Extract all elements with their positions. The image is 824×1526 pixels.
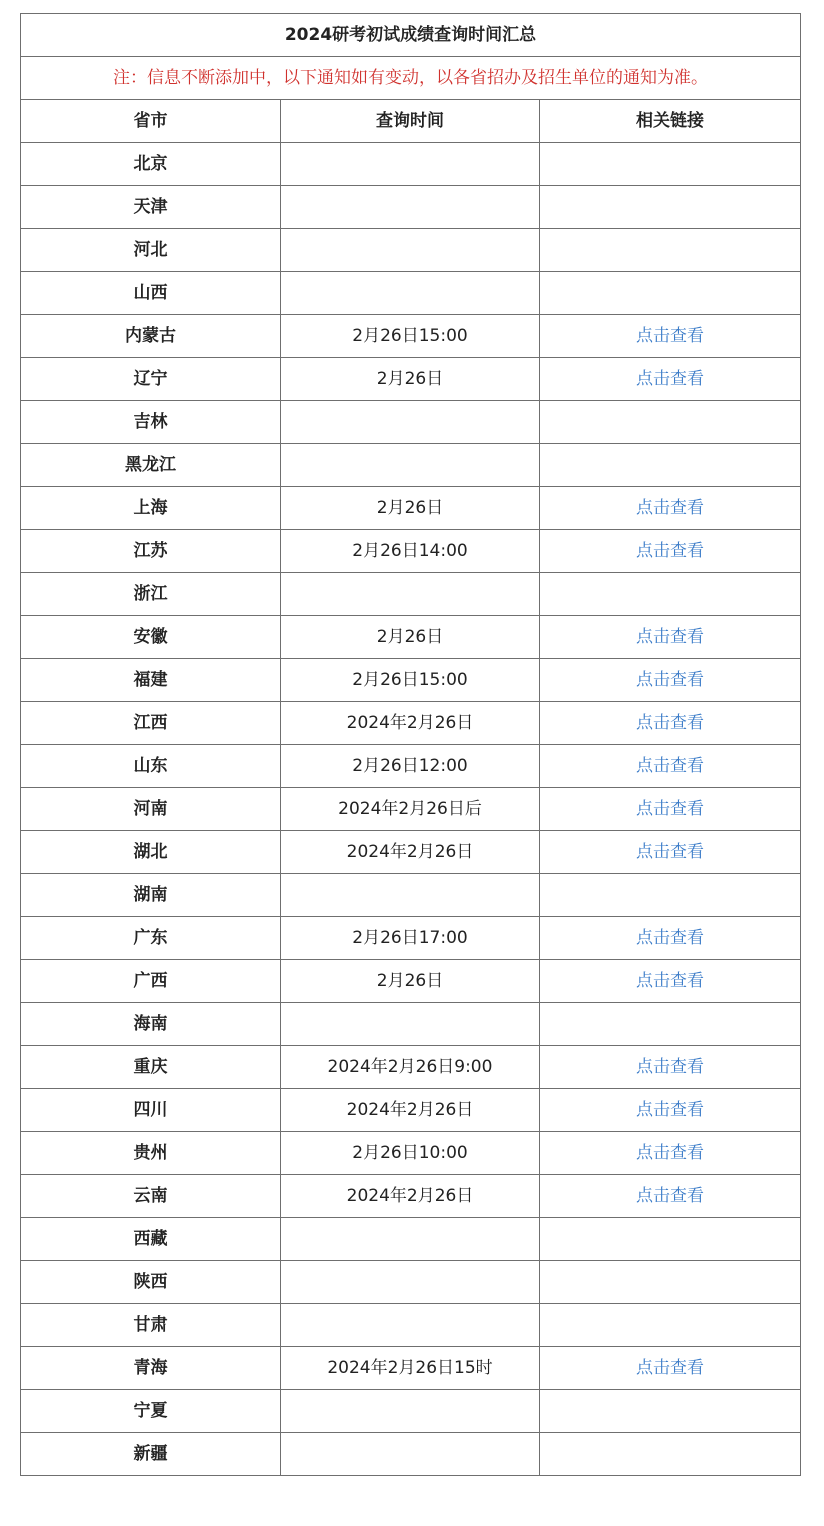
query-time-cell: 2024年2月26日后 — [281, 788, 540, 831]
query-time-cell — [281, 1218, 540, 1261]
query-time-cell — [281, 1390, 540, 1433]
link-cell — [540, 186, 801, 229]
table-row — [21, 917, 801, 960]
province-cell: 新疆 — [21, 1433, 281, 1476]
link-cell — [540, 272, 801, 315]
link-cell — [540, 1175, 801, 1218]
query-time-cell: 2024年2月26日 — [281, 831, 540, 874]
table-row — [21, 1304, 801, 1347]
table-body — [21, 143, 801, 1476]
table-row — [21, 1218, 801, 1261]
query-time-cell: 2024年2月26日 — [281, 702, 540, 745]
link-cell — [540, 1003, 801, 1046]
query-time-cell: 2月26日 — [281, 358, 540, 401]
province-cell: 安徽 — [21, 616, 281, 659]
province-cell: 江苏 — [21, 530, 281, 573]
view-details-link[interactable]: 点击查看 — [636, 369, 704, 389]
table-row — [21, 960, 801, 1003]
view-details-link[interactable]: 点击查看 — [636, 1100, 704, 1120]
query-time-cell — [281, 143, 540, 186]
query-time-cell: 2024年2月26日 — [281, 1175, 540, 1218]
link-cell — [540, 788, 801, 831]
header-related-link: 相关链接 — [540, 100, 801, 143]
province-cell: 重庆 — [21, 1046, 281, 1089]
link-cell — [540, 960, 801, 1003]
link-cell — [540, 401, 801, 444]
query-time-cell: 2024年2月26日9:00 — [281, 1046, 540, 1089]
province-cell: 河北 — [21, 229, 281, 272]
table-row — [21, 616, 801, 659]
province-cell: 江西 — [21, 702, 281, 745]
view-details-link[interactable]: 点击查看 — [636, 498, 704, 518]
table-row — [21, 745, 801, 788]
table-row — [21, 1175, 801, 1218]
province-cell: 内蒙古 — [21, 315, 281, 358]
query-time-cell — [281, 1003, 540, 1046]
province-cell: 吉林 — [21, 401, 281, 444]
query-time-cell: 2月26日15:00 — [281, 315, 540, 358]
query-time-cell — [281, 229, 540, 272]
table-row — [21, 229, 801, 272]
table-row — [21, 186, 801, 229]
link-cell — [540, 1046, 801, 1089]
link-cell — [540, 616, 801, 659]
province-cell: 黑龙江 — [21, 444, 281, 487]
score-query-table-container — [20, 13, 800, 1476]
view-details-link[interactable]: 点击查看 — [636, 971, 704, 991]
table-row — [21, 315, 801, 358]
province-cell: 西藏 — [21, 1218, 281, 1261]
query-time-cell: 2月26日 — [281, 487, 540, 530]
link-cell — [540, 1347, 801, 1390]
table-title: 2024研考初试成绩查询时间汇总 — [21, 14, 801, 57]
query-time-cell: 2月26日15:00 — [281, 659, 540, 702]
province-cell: 天津 — [21, 186, 281, 229]
link-cell — [540, 1261, 801, 1304]
query-time-cell — [281, 186, 540, 229]
query-time-cell — [281, 1304, 540, 1347]
query-time-cell: 2月26日12:00 — [281, 745, 540, 788]
table-row — [21, 143, 801, 186]
view-details-link[interactable]: 点击查看 — [636, 1143, 704, 1163]
query-time-cell — [281, 1261, 540, 1304]
table-row — [21, 487, 801, 530]
view-details-link[interactable]: 点击查看 — [636, 326, 704, 346]
table-row — [21, 1433, 801, 1476]
link-cell — [540, 1089, 801, 1132]
province-cell: 湖北 — [21, 831, 281, 874]
score-query-table — [20, 13, 801, 1476]
table-row — [21, 1390, 801, 1433]
province-cell: 陕西 — [21, 1261, 281, 1304]
query-time-cell: 2月26日 — [281, 960, 540, 1003]
link-cell — [540, 315, 801, 358]
province-cell: 四川 — [21, 1089, 281, 1132]
table-row — [21, 1089, 801, 1132]
table-row — [21, 1046, 801, 1089]
link-cell — [540, 1218, 801, 1261]
link-cell — [540, 229, 801, 272]
province-cell: 宁夏 — [21, 1390, 281, 1433]
view-details-link[interactable]: 点击查看 — [636, 799, 704, 819]
table-row — [21, 1261, 801, 1304]
link-cell — [540, 874, 801, 917]
table-row — [21, 874, 801, 917]
table-row — [21, 444, 801, 487]
link-cell — [540, 358, 801, 401]
link-cell — [540, 444, 801, 487]
table-row — [21, 573, 801, 616]
view-details-link[interactable]: 点击查看 — [636, 627, 704, 647]
view-details-link[interactable]: 点击查看 — [636, 1358, 704, 1378]
view-details-link[interactable]: 点击查看 — [636, 1057, 704, 1077]
table-row — [21, 831, 801, 874]
link-cell — [540, 745, 801, 788]
query-time-cell: 2月26日 — [281, 616, 540, 659]
query-time-cell: 2月26日10:00 — [281, 1132, 540, 1175]
province-cell: 上海 — [21, 487, 281, 530]
province-cell: 浙江 — [21, 573, 281, 616]
province-cell: 海南 — [21, 1003, 281, 1046]
note-row — [21, 57, 801, 100]
title-row — [21, 14, 801, 57]
view-details-link[interactable]: 点击查看 — [636, 713, 704, 733]
query-time-cell — [281, 401, 540, 444]
province-cell: 湖南 — [21, 874, 281, 917]
province-cell: 山东 — [21, 745, 281, 788]
view-details-link[interactable]: 点击查看 — [636, 928, 704, 948]
header-query-time: 查询时间 — [281, 100, 540, 143]
view-details-link[interactable]: 点击查看 — [636, 842, 704, 862]
view-details-link[interactable]: 点击查看 — [636, 1186, 704, 1206]
table-row — [21, 358, 801, 401]
province-cell: 云南 — [21, 1175, 281, 1218]
link-cell — [540, 702, 801, 745]
view-details-link[interactable]: 点击查看 — [636, 756, 704, 776]
query-time-cell — [281, 1433, 540, 1476]
link-cell — [540, 143, 801, 186]
link-cell — [540, 1132, 801, 1175]
header-row — [21, 100, 801, 143]
table-row — [21, 1132, 801, 1175]
province-cell: 北京 — [21, 143, 281, 186]
province-cell: 山西 — [21, 272, 281, 315]
link-cell — [540, 1390, 801, 1433]
query-time-cell — [281, 874, 540, 917]
link-cell — [540, 831, 801, 874]
table-row — [21, 659, 801, 702]
table-row — [21, 702, 801, 745]
province-cell: 福建 — [21, 659, 281, 702]
province-cell: 河南 — [21, 788, 281, 831]
query-time-cell — [281, 573, 540, 616]
table-row — [21, 788, 801, 831]
table-row — [21, 1347, 801, 1390]
link-cell — [540, 530, 801, 573]
query-time-cell: 2月26日17:00 — [281, 917, 540, 960]
province-cell: 广东 — [21, 917, 281, 960]
view-details-link[interactable]: 点击查看 — [636, 670, 704, 690]
view-details-link[interactable]: 点击查看 — [636, 541, 704, 561]
province-cell: 贵州 — [21, 1132, 281, 1175]
query-time-cell — [281, 444, 540, 487]
table-row — [21, 530, 801, 573]
link-cell — [540, 659, 801, 702]
query-time-cell: 2024年2月26日15时 — [281, 1347, 540, 1390]
link-cell — [540, 1433, 801, 1476]
link-cell — [540, 917, 801, 960]
link-cell — [540, 487, 801, 530]
query-time-cell: 2024年2月26日 — [281, 1089, 540, 1132]
query-time-cell: 2月26日14:00 — [281, 530, 540, 573]
table-row — [21, 401, 801, 444]
province-cell: 辽宁 — [21, 358, 281, 401]
link-cell — [540, 1304, 801, 1347]
table-row — [21, 1003, 801, 1046]
province-cell: 甘肃 — [21, 1304, 281, 1347]
table-note: 注：信息不断添加中，以下通知如有变动，以各省招办及招生单位的通知为准。 — [21, 57, 801, 100]
query-time-cell — [281, 272, 540, 315]
header-province: 省市 — [21, 100, 281, 143]
link-cell — [540, 573, 801, 616]
province-cell: 青海 — [21, 1347, 281, 1390]
province-cell: 广西 — [21, 960, 281, 1003]
table-row — [21, 272, 801, 315]
